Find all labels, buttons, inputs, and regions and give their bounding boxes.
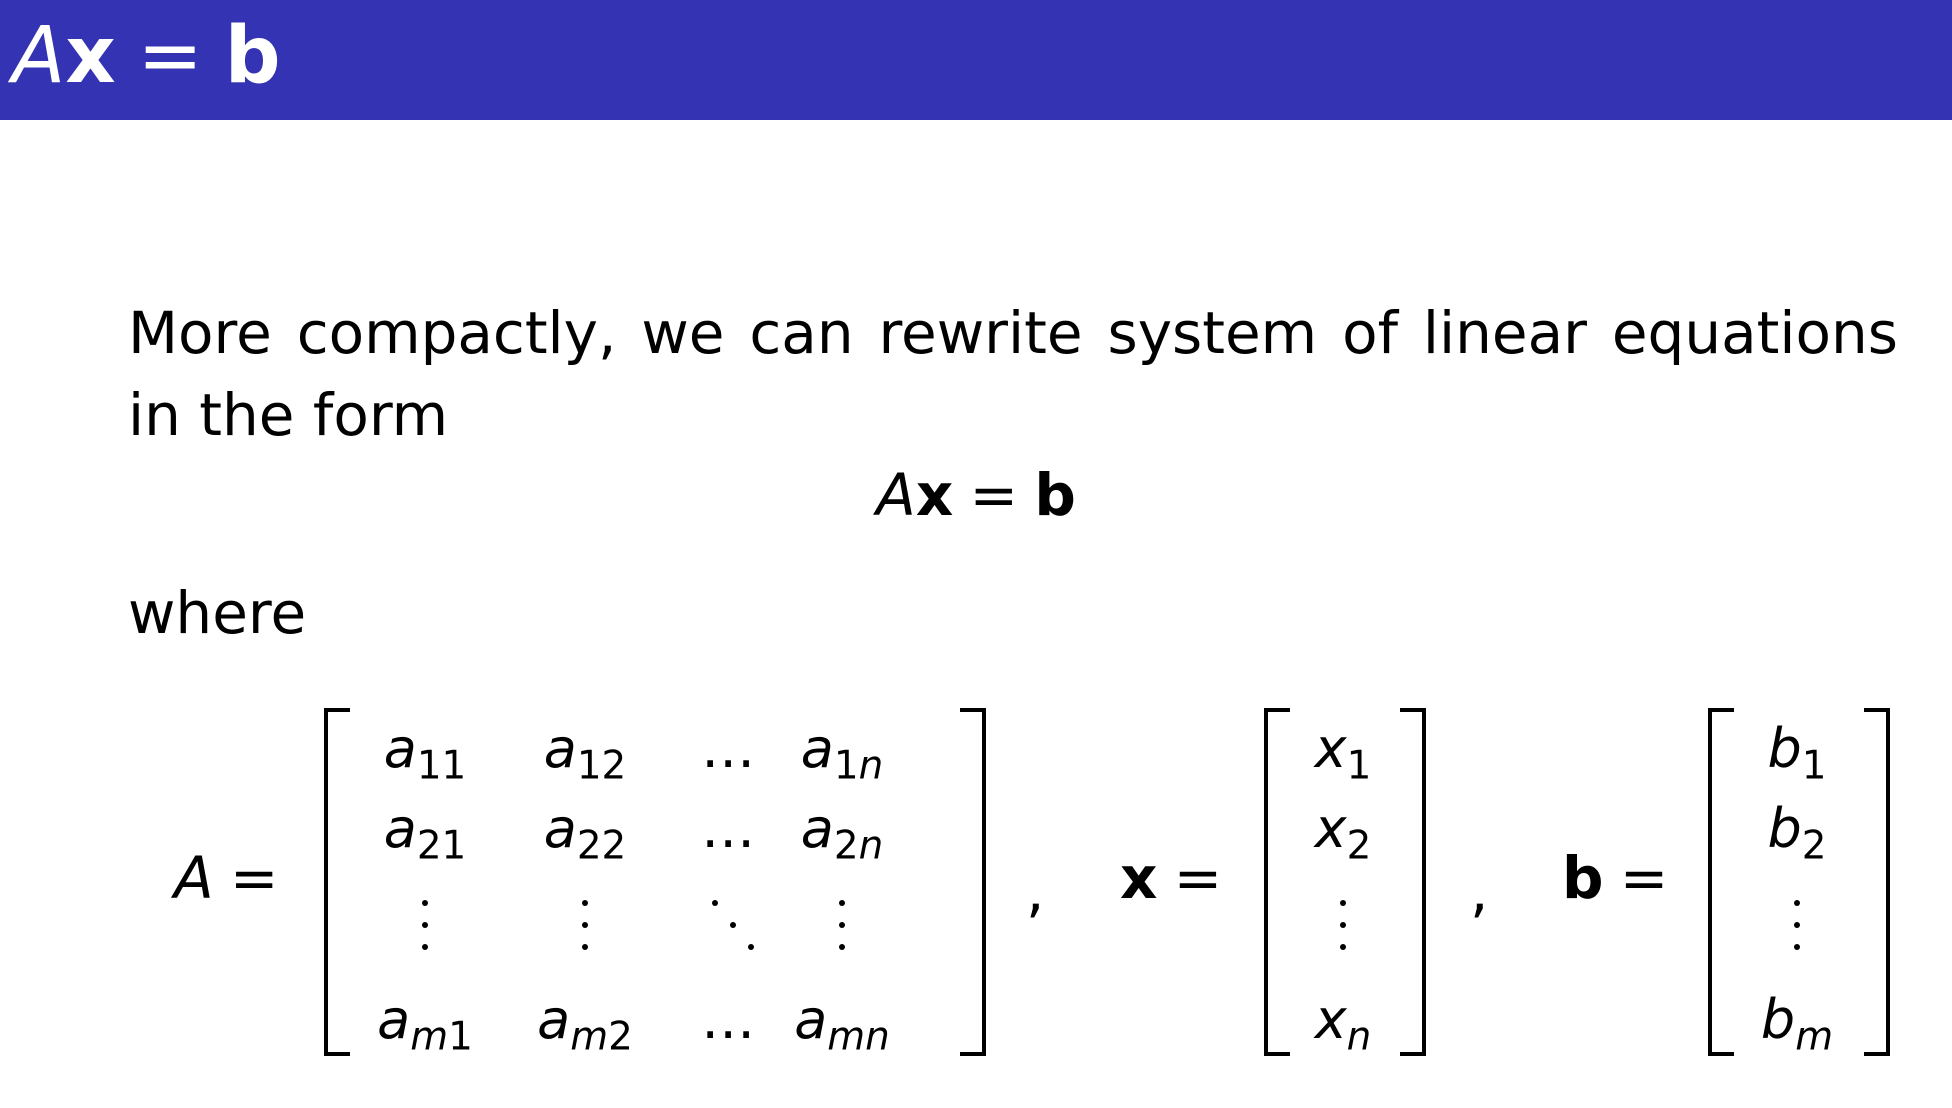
matrix-a-entry: $a_{m1}$ bbox=[377, 988, 473, 1060]
title-equals: = bbox=[137, 11, 203, 101]
vector-x-entry: $x_n$ bbox=[1314, 988, 1372, 1060]
subscript: n bbox=[1346, 1014, 1372, 1060]
display-matrix-a: A bbox=[876, 461, 916, 529]
matrix-a-entry: $a_{m2}$ bbox=[537, 988, 633, 1060]
separator-comma-2: , bbox=[1470, 857, 1489, 925]
subscript: 2n bbox=[833, 823, 884, 869]
matrix-a-entry: $a_{11}$ bbox=[383, 717, 467, 789]
subscript: 12 bbox=[576, 743, 627, 789]
subscript: 2 bbox=[1346, 823, 1372, 869]
separator-comma-1: , bbox=[1026, 857, 1045, 925]
subscript: 1 bbox=[1801, 743, 1827, 789]
matrix-a-name: A bbox=[174, 844, 214, 912]
vector-b-name: b bbox=[1562, 844, 1604, 912]
vector-x-name: x bbox=[1120, 844, 1158, 912]
title-vector-b: b bbox=[224, 11, 281, 101]
title-matrix-a: A bbox=[12, 11, 66, 101]
title-bar bbox=[0, 0, 1952, 120]
hdots: … bbox=[701, 717, 765, 780]
subscript: 2 bbox=[1801, 823, 1827, 869]
matrix-a-entry: $a_{21}$ bbox=[383, 797, 467, 869]
body-paragraph: More compactly, we can rewrite system of linear equations in the form bbox=[128, 299, 1898, 449]
subscript: 11 bbox=[416, 743, 467, 789]
title-vector-x: x bbox=[65, 11, 116, 101]
matrix-a-label bbox=[174, 843, 295, 913]
subscript: 21 bbox=[416, 823, 467, 869]
subscript: 1n bbox=[833, 743, 884, 789]
vector-b-entry: $b_1$ bbox=[1767, 717, 1827, 789]
slide-title bbox=[12, 4, 281, 116]
vector-x-entry: $x_2$ bbox=[1314, 797, 1372, 869]
where-label: where bbox=[128, 579, 307, 647]
display-vector-x: x bbox=[915, 461, 954, 529]
subscript: mn bbox=[827, 1014, 890, 1060]
display-equals: = bbox=[969, 461, 1019, 529]
matrix-a-entry: $a_{1n}$ bbox=[800, 717, 884, 789]
matrix-a-entry: $a_{22}$ bbox=[543, 797, 627, 869]
hdots: … bbox=[701, 797, 765, 860]
vector-b-entry: $b_m$ bbox=[1760, 988, 1834, 1060]
subscript: 22 bbox=[576, 823, 627, 869]
matrix-a-entry: $a_{2n}$ bbox=[800, 797, 884, 869]
matrix-a-entry: $a_{mn}$ bbox=[794, 988, 890, 1060]
matrix-a-equals: = bbox=[229, 844, 279, 912]
subscript: 1 bbox=[1346, 743, 1372, 789]
vector-x-entry: $x_1$ bbox=[1314, 717, 1372, 789]
display-equation bbox=[0, 460, 1952, 530]
matrix-a-entry: $a_{12}$ bbox=[543, 717, 627, 789]
subscript: m1 bbox=[410, 1014, 473, 1060]
vector-x-label bbox=[1120, 843, 1239, 913]
vector-b-equals: = bbox=[1619, 844, 1669, 912]
vector-b-label bbox=[1562, 843, 1685, 913]
hdots: … bbox=[701, 988, 765, 1051]
vector-x-equals: = bbox=[1173, 844, 1223, 912]
display-vector-b: b bbox=[1034, 461, 1076, 529]
subscript: m bbox=[1795, 1014, 1834, 1060]
vector-b-entry: $b_2$ bbox=[1767, 797, 1827, 869]
matrix-a-right-bracket bbox=[960, 708, 986, 1056]
subscript: m2 bbox=[570, 1014, 633, 1060]
